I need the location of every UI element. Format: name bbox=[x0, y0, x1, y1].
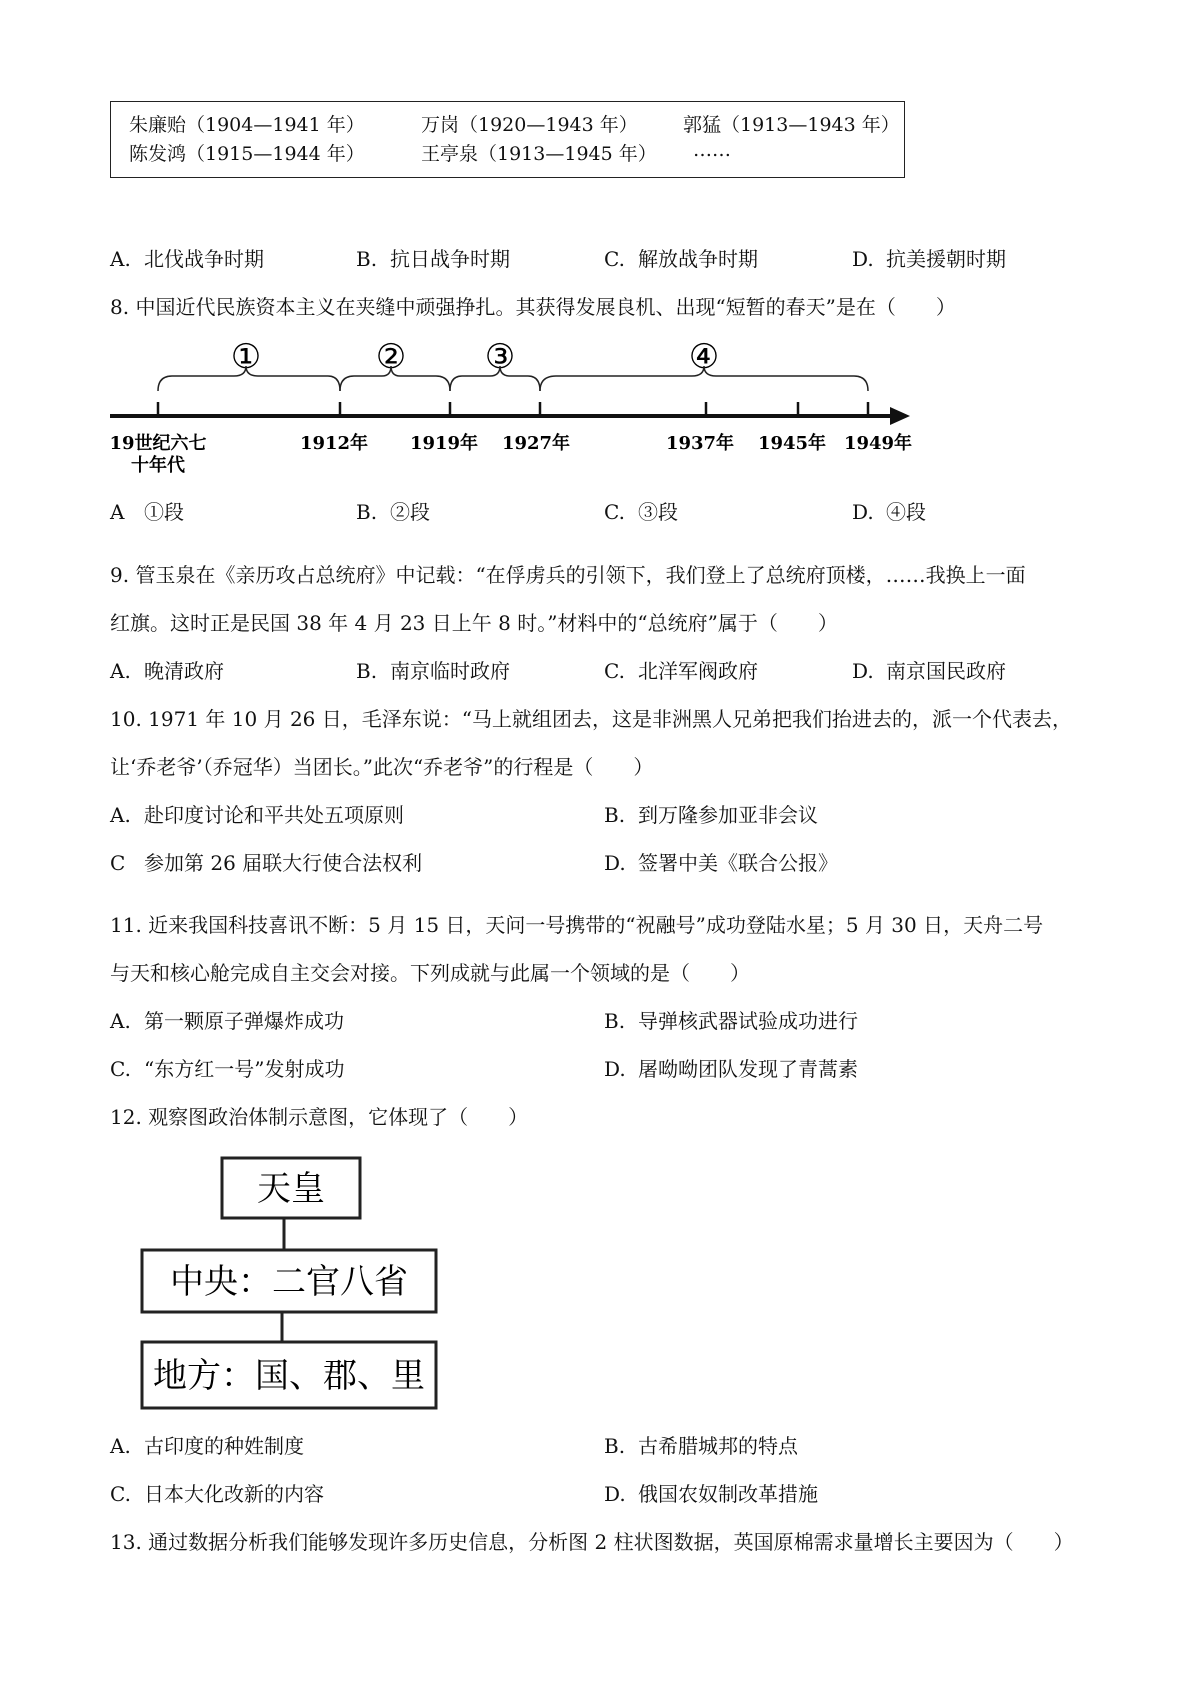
timeline-tick-label: 1919年 bbox=[409, 433, 479, 454]
q10-stem-line2: 让‘乔老爷’（乔冠华）当团长。”此次“乔老爷”的行程是（ ） bbox=[110, 755, 654, 779]
option-c: C. ③段 bbox=[604, 500, 678, 524]
option-a: A. 北伐战争时期 bbox=[110, 247, 264, 271]
name-entry: …… bbox=[693, 139, 731, 161]
timeline-segment-label: ④ bbox=[688, 337, 720, 377]
timeline-segment-label: ③ bbox=[484, 337, 516, 377]
timeline-tick-label: 十年代 bbox=[131, 455, 185, 476]
option-a: A. 第一颗原子弹爆炸成功 bbox=[110, 1009, 344, 1033]
timeline-tick-label: 1949年 bbox=[843, 433, 913, 454]
timeline-tick-label: 1912年 bbox=[299, 433, 369, 454]
q8-stem: 8. 中国近代民族资本主义在夹缝中顽强挣扎。其获得发展良机、出现“短暂的春天”是在（ ） bbox=[110, 295, 956, 319]
q11-stem-line1: 11. 近来我国科技喜讯不断：5 月 15 日，天问一号携带的“祝融号”成功登陆水星；5 月 30 日，天舟二号 bbox=[110, 913, 1044, 937]
name-entry: 万岗（1920—1943 年） bbox=[421, 114, 638, 136]
option-d: D. 南京国民政府 bbox=[852, 659, 1006, 683]
q12-stem: 12. 观察图政治体制示意图，它体现了（ ） bbox=[110, 1105, 529, 1129]
option-c: C. 日本大化改新的内容 bbox=[110, 1482, 324, 1506]
option-c: C. 北洋军阀政府 bbox=[604, 659, 758, 683]
option-c: C. 解放战争时期 bbox=[604, 247, 758, 271]
option-a: A. 赴印度讨论和平共处五项原则 bbox=[110, 803, 404, 827]
option-a: A. 晚清政府 bbox=[110, 659, 224, 683]
timeline-segment-label: ② bbox=[375, 337, 407, 377]
q9-stem-line2: 红旗。这时正是民国 38 年 4 月 23 日上午 8 时。”材料中的“总统府”属于（ ） bbox=[110, 611, 838, 635]
option-b: B. 古希腊城邦的特点 bbox=[604, 1434, 798, 1458]
timeline-tick-label: 1945年 bbox=[757, 433, 827, 454]
option-b: B. ②段 bbox=[356, 500, 430, 524]
option-b: B. 抗日战争时期 bbox=[356, 247, 510, 271]
timeline-tick-label: 1937年 bbox=[665, 433, 735, 454]
timeline-tick-label: 1927年 bbox=[501, 433, 571, 454]
name-entry: 郭猛（1913—1943 年） bbox=[683, 114, 900, 136]
option-d: D. 俄国农奴制改革措施 bbox=[604, 1482, 818, 1506]
option-d: D. ④段 bbox=[852, 500, 926, 524]
option-b: B. 到万隆参加亚非会议 bbox=[604, 803, 818, 827]
option-d: D. 签署中美《联合公报》 bbox=[604, 851, 838, 875]
option-b: B. 南京临时政府 bbox=[356, 659, 510, 683]
timeline-segment-label: ① bbox=[230, 337, 262, 377]
q13-stem: 13. 通过数据分析我们能够发现许多历史信息，分析图 2 柱状图数据，英国原棉需求量增长主要因为（ ） bbox=[110, 1530, 1074, 1554]
name-entry: 王亭泉（1913—1945 年） bbox=[421, 143, 657, 165]
timeline-tick-label: 19世纪六七 bbox=[109, 433, 207, 454]
option-a: A. 古印度的种姓制度 bbox=[110, 1434, 304, 1458]
q11-stem-line2: 与天和核心舱完成自主交会对接。下列成就与此属一个领域的是（ ） bbox=[110, 961, 750, 985]
diagram-label-local: 地方：国、郡、里 bbox=[153, 1356, 425, 1396]
option-d: D. 屠呦呦团队发现了青蒿素 bbox=[604, 1057, 858, 1081]
option-d: D. 抗美援朝时期 bbox=[852, 247, 1006, 271]
diagram-label-central: 中央：二官八省 bbox=[170, 1262, 408, 1302]
q9-stem-line1: 9. 管玉泉在《亲历攻占总统府》中记载：“在俘虏兵的引领下，我们登上了总统府顶楼，……我换上一面 bbox=[110, 563, 1026, 587]
option-c: C. “东方红一号”发射成功 bbox=[110, 1057, 345, 1081]
diagram-label-emperor: 天皇 bbox=[257, 1169, 325, 1209]
option-b: B. 导弹核武器试验成功进行 bbox=[604, 1009, 858, 1033]
option-a: A ①段 bbox=[110, 500, 184, 524]
q10-stem-line1: 10. 1971 年 10 月 26 日，毛泽东说：“马上就组团去，这是非洲黑人兄弟把我们抬进去的，派一个代表去， bbox=[110, 707, 1072, 731]
name-entry: 陈发鸿（1915—1944 年） bbox=[129, 143, 365, 165]
name-entry: 朱廉贻（1904—1941 年） bbox=[129, 114, 365, 136]
option-c: C 参加第 26 届联大行使合法权利 bbox=[110, 851, 423, 875]
